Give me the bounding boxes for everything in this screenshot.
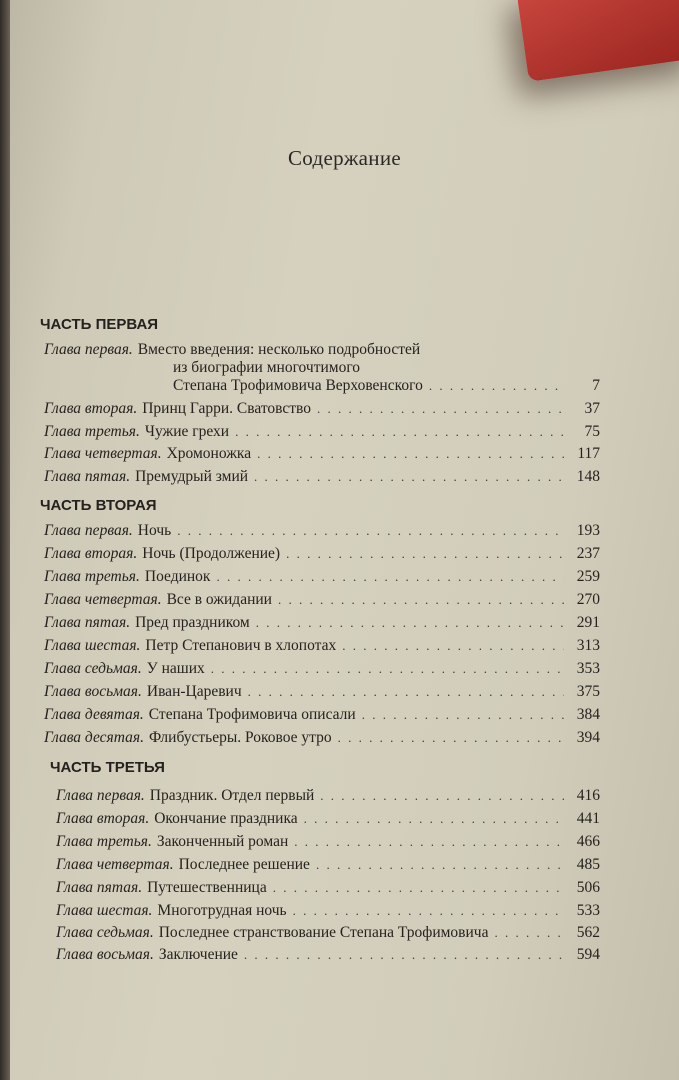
toc-entry-continued: [173, 375, 600, 397]
book-gutter: [0, 0, 10, 1080]
leader-dots: [294, 831, 564, 853]
chapter-title: Петр Степанович в хлопотах: [145, 637, 337, 654]
page-number: 237: [576, 545, 600, 562]
toc-entry: [44, 566, 600, 588]
leader-dots: [248, 681, 564, 703]
chapter-title: Заключение: [158, 946, 238, 963]
toc-entry: [44, 443, 600, 465]
chapter-label: Глава вторая.: [44, 545, 138, 562]
chapter-title: Чужие грехи: [144, 423, 230, 440]
page-number: 117: [577, 445, 600, 462]
leader-dots: [320, 785, 564, 807]
chapter-label: Глава четвертая.: [44, 445, 162, 462]
chapter-title: Праздник. Отдел первый: [149, 787, 315, 804]
chapter-label: Глава седьмая.: [56, 924, 154, 941]
chapter-title: Все в ожидании: [166, 591, 272, 608]
toc-entry: [56, 785, 600, 807]
leader-dots: [293, 900, 564, 922]
page-number: 148: [576, 468, 600, 485]
chapter-label: Глава шестая.: [44, 637, 141, 654]
chapter-label: Глава девятая.: [44, 706, 144, 723]
leader-dots: [256, 612, 564, 634]
chapter-label: Глава вторая.: [56, 810, 150, 827]
toc-entry: [44, 681, 600, 703]
page-number: 270: [576, 591, 600, 608]
chapter-title: Поединок: [144, 568, 211, 585]
toc-entry: [44, 704, 600, 726]
toc-entry: [44, 658, 600, 680]
chapter-title-line3: Степана Трофимовича Верховенского: [173, 377, 423, 394]
chapter-title: Окончание праздника: [154, 810, 298, 827]
page-number: 416: [576, 787, 600, 804]
leader-dots: [362, 704, 564, 726]
red-object-corner: [517, 0, 679, 82]
chapter-label: Глава первая.: [44, 341, 133, 358]
page-title: Содержание: [287, 146, 402, 170]
leader-dots: [216, 566, 564, 588]
chapter-title: Степана Трофимовича описали: [148, 706, 356, 723]
chapter-label: Глава восьмая.: [56, 946, 154, 963]
toc-entry: [44, 466, 600, 488]
chapter-label: Глава вторая.: [44, 400, 138, 417]
chapter-label: Глава седьмая.: [44, 660, 142, 677]
toc-entry: [44, 635, 600, 657]
chapter-title: Принц Гарри. Сватовство: [142, 400, 312, 417]
leader-dots: [273, 877, 564, 899]
chapter-title: Путешественница: [147, 879, 267, 896]
leader-dots: [316, 854, 564, 876]
page-number: 375: [576, 683, 600, 700]
part-heading-1: ЧАСТЬ ПЕРВАЯ: [40, 316, 159, 333]
toc-entry: [56, 877, 600, 899]
page-number: 37: [584, 400, 600, 417]
chapter-label: Глава третья.: [56, 833, 152, 850]
chapter-title: Хромоножка: [166, 445, 252, 462]
book-page: [10, 0, 679, 1080]
leader-dots: [244, 944, 564, 966]
page-number: 259: [576, 568, 600, 585]
leader-dots: [278, 589, 564, 611]
leader-dots: [317, 398, 564, 420]
leader-dots: [257, 443, 564, 465]
leader-dots: [429, 375, 564, 397]
page-number: 441: [576, 810, 600, 827]
toc-entry: [56, 900, 600, 922]
page-number: 384: [576, 706, 600, 723]
page-number: 193: [576, 522, 600, 539]
chapter-label: Глава четвертая.: [44, 591, 162, 608]
leader-dots: [494, 922, 564, 944]
leader-dots: [254, 466, 564, 488]
chapter-label: Глава пятая.: [56, 879, 143, 896]
leader-dots: [304, 808, 564, 830]
chapter-title: Многотрудная ночь: [157, 902, 287, 919]
toc-entry: [56, 944, 600, 966]
page-number: 7: [592, 377, 600, 394]
chapter-label: Глава первая.: [44, 522, 133, 539]
page-number: 466: [576, 833, 600, 850]
chapter-title: Премудрый змий: [135, 468, 249, 485]
chapter-title: Ночь (Продолжение): [142, 545, 281, 562]
toc-entry: [44, 421, 600, 443]
chapter-title: Последнее странствование Степана Трофимовича: [158, 924, 489, 941]
chapter-title: Последнее решение: [178, 856, 310, 873]
chapter-label: Глава пятая.: [44, 468, 131, 485]
toc-entry: [44, 543, 600, 565]
part-heading-3: ЧАСТЬ ТРЕТЬЯ: [50, 759, 165, 776]
page-number: 291: [576, 614, 600, 631]
toc-entry: [44, 612, 600, 634]
page-number: 506: [576, 879, 600, 896]
leader-dots: [342, 635, 564, 657]
page-number: 485: [576, 856, 600, 873]
chapter-title: Пред праздником: [135, 614, 250, 631]
chapter-label: Глава четвертая.: [56, 856, 174, 873]
toc-entry: [56, 808, 600, 830]
page-number: 75: [584, 423, 600, 440]
page-number: 353: [576, 660, 600, 677]
chapter-label: Глава пятая.: [44, 614, 131, 631]
chapter-label: Глава шестая.: [56, 902, 153, 919]
page-number: 562: [576, 924, 600, 941]
chapter-label: Глава третья.: [44, 423, 140, 440]
chapter-label: Глава десятая.: [44, 729, 144, 746]
toc-entry: [56, 922, 600, 944]
toc-entry: [56, 854, 600, 876]
chapter-title: Иван-Царевич: [146, 683, 242, 700]
toc-entry: [44, 589, 600, 611]
leader-dots: [211, 658, 564, 680]
chapter-label: Глава третья.: [44, 568, 140, 585]
page-number: 313: [576, 637, 600, 654]
chapter-label: Глава первая.: [56, 787, 145, 804]
toc-entry: [44, 520, 600, 542]
chapter-title: Ночь: [137, 522, 172, 539]
leader-dots: [177, 520, 564, 542]
chapter-title: Флибустьеры. Роковое утро: [148, 729, 332, 746]
leader-dots: [338, 727, 564, 749]
toc-entry: [44, 727, 600, 749]
chapter-title: Законченный роман: [156, 833, 289, 850]
page-number: 394: [576, 729, 600, 746]
leader-dots: [235, 421, 564, 443]
page-number: 533: [576, 902, 600, 919]
toc-entry: [56, 831, 600, 853]
part-heading-2: ЧАСТЬ ВТОРАЯ: [40, 497, 157, 514]
chapter-title: Вместо введения: несколько подробностей: [137, 341, 421, 358]
toc-entry: [44, 398, 600, 420]
chapter-title-line2: из биографии многочтимого: [173, 359, 361, 376]
chapter-label: Глава восьмая.: [44, 683, 142, 700]
leader-dots: [286, 543, 564, 565]
chapter-title: У наших: [146, 660, 205, 677]
page-number: 594: [576, 946, 600, 963]
